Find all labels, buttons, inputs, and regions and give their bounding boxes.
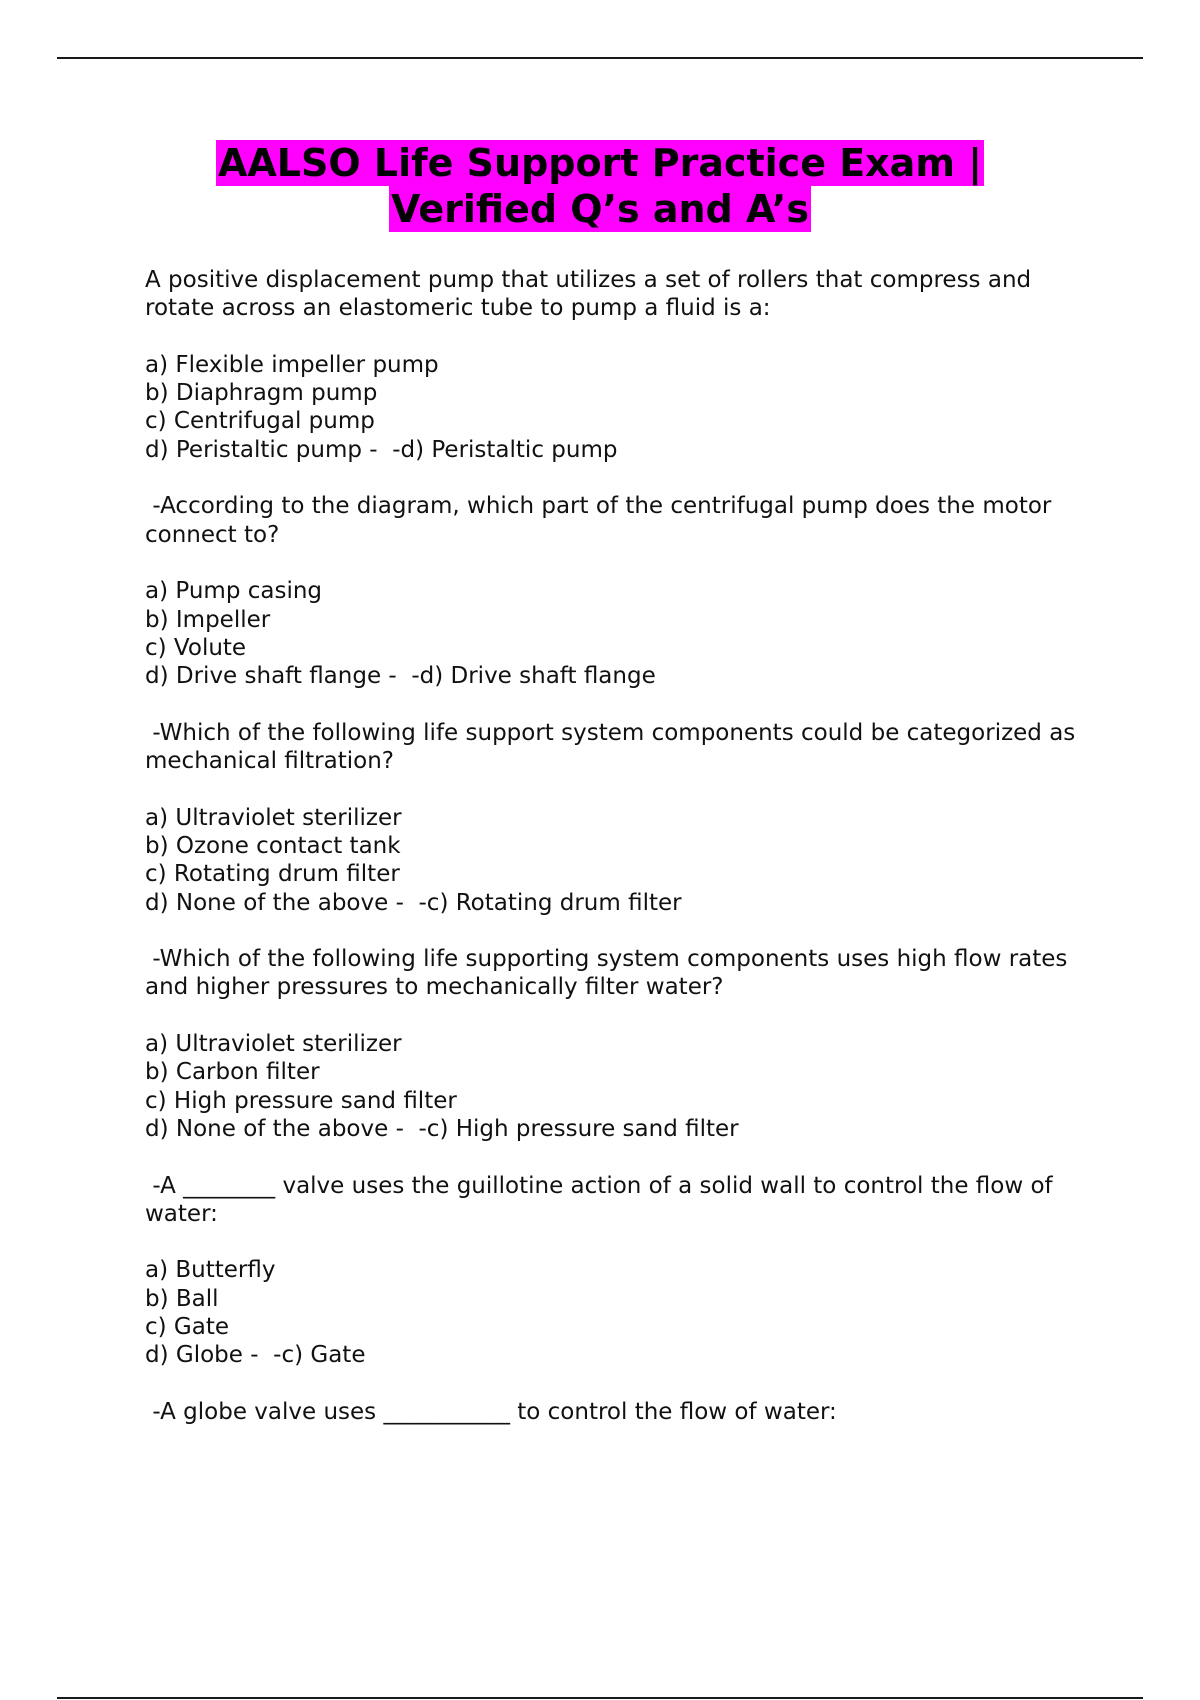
top-rule — [57, 57, 1143, 59]
option-b: b) Diaphragm pump — [145, 380, 378, 407]
option-b: b) Carbon filter — [145, 1059, 320, 1086]
question-2-options — [145, 577, 1095, 690]
question-text: -Which of the following life support system components could be categorized as mechanical filtration? — [145, 719, 1083, 775]
question-3 — [145, 719, 1095, 776]
option-a: a) Ultraviolet sterilizer — [145, 1031, 402, 1058]
option-a: a) Flexible impeller pump — [145, 351, 439, 378]
option-d-answer: d) Drive shaft flange - -d) Drive shaft flange — [145, 663, 656, 690]
question-2 — [145, 492, 1095, 549]
option-b: b) Ozone contact tank — [145, 832, 401, 859]
question-text: -According to the diagram, which part of the centrifugal pump does the motor connect to? — [145, 493, 1059, 548]
question-text: A positive displacement pump that utilizes a set of rollers that compress and rotate across an elastomeric tube to pump a fluid is a: — [145, 267, 1039, 322]
option-a: a) Ultraviolet sterilizer — [145, 804, 402, 831]
question-5 — [145, 1172, 1095, 1229]
option-c: c) Volute — [145, 634, 247, 661]
question-text: -Which of the following life supporting system components uses high flow rates and higher pressures to mechanically filter water? — [145, 946, 1075, 1001]
question-1 — [145, 266, 1095, 323]
option-d-answer: d) Globe - -c) Gate — [145, 1342, 366, 1369]
question-4 — [145, 945, 1095, 1002]
option-c: c) High pressure sand filter — [145, 1087, 457, 1114]
question-4-options — [145, 1030, 1095, 1143]
question-1-options — [145, 351, 1095, 464]
option-b: b) Impeller — [145, 606, 271, 633]
option-d-answer: d) None of the above - -c) Rotating drum filter — [145, 889, 682, 916]
option-d-answer: d) None of the above - -c) High pressure sand filter — [145, 1115, 739, 1142]
option-c: c) Gate — [145, 1313, 230, 1340]
option-a: a) Pump casing — [145, 578, 323, 605]
question-5-options — [145, 1256, 1095, 1369]
document-title — [0, 140, 1200, 232]
option-c: c) Rotating drum filter — [145, 861, 400, 888]
option-a: a) Butterfly — [145, 1257, 276, 1284]
option-c: c) Centrifugal pump — [145, 408, 375, 435]
question-text: -A ________ valve uses the guillotine action of a solid wall to control the flow of water: — [145, 1172, 1060, 1227]
question-6 — [145, 1398, 1095, 1426]
document-body — [145, 266, 1095, 1454]
bottom-rule — [57, 1697, 1143, 1699]
title-line-2: Verified Q’s and A’s — [391, 187, 809, 231]
question-text: -A globe valve uses ___________ to control the flow of water: — [145, 1398, 837, 1425]
option-b: b) Ball — [145, 1285, 219, 1312]
question-3-options — [145, 804, 1095, 917]
title-line-1: AALSO Life Support Practice Exam | — [217, 141, 983, 185]
option-d-answer: d) Peristaltic pump - -d) Peristaltic pump — [145, 436, 618, 463]
